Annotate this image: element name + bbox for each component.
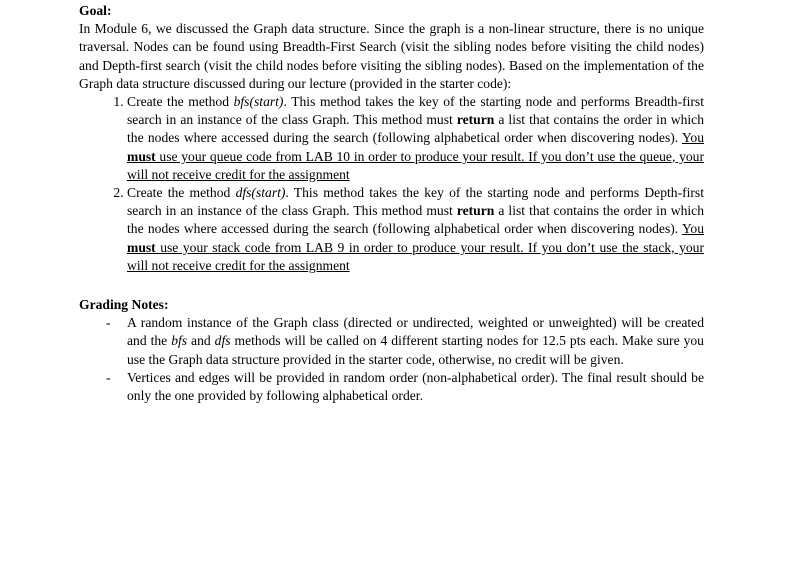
emphasis-must: must xyxy=(127,148,156,164)
note-text: A random instance of the Graph class (directed or undirected, weighted or unweighted) will be created and the xyxy=(127,315,704,349)
method-name: bfs(start) xyxy=(233,94,284,110)
requirement-text: use your stack code from LAB 9 in order to produce your result. If you don’t use the stack, your will not receive credit for the assignment xyxy=(127,239,704,273)
requirement-text: You xyxy=(681,221,704,237)
requirement-text: use your queue code from LAB 10 in order to produce your result. If you don’t use the queue, your will not receive credit for the assignment xyxy=(127,148,704,182)
task-text: Create the method xyxy=(127,94,234,110)
goal-heading: Goal: xyxy=(79,3,112,18)
task-text: a list that contains the order in which the nodes where accessed during the search (following alphabetical order when discovering nodes). xyxy=(127,112,704,146)
emphasis-return: return xyxy=(456,203,495,219)
task-text: Create the method xyxy=(127,185,236,201)
note-text: methods will be called on 4 different starting nodes for 12.5 pts each. Make sure you use the Graph data structure provided in the starter code, otherwise, no credit will be given. xyxy=(127,333,704,367)
grading-notes-list xyxy=(79,314,704,405)
method-name: bfs xyxy=(171,333,188,349)
grading-note-1 xyxy=(79,314,704,369)
task-item-bfs xyxy=(127,93,704,184)
requirement-text: You xyxy=(681,130,704,146)
goal-intro xyxy=(79,20,704,93)
grading-note-2 xyxy=(79,369,704,405)
task-list xyxy=(79,93,704,275)
task-item-dfs xyxy=(127,184,704,275)
dash-bullet: - xyxy=(106,315,111,331)
method-name: dfs(start) xyxy=(235,185,286,201)
section-gap xyxy=(79,275,704,296)
grading-heading: Grading Notes: xyxy=(79,297,169,313)
task-text: . This method takes the key of the starting node and performs Depth-first search in an instance of the class Graph. This method must xyxy=(127,185,704,219)
task-text: . This method takes the key of the starting node and performs Breadth-first search in an instance of the class Graph. This method must xyxy=(127,94,704,128)
emphasis-must: must xyxy=(127,239,156,255)
document-content xyxy=(79,2,704,405)
goal-intro-text: In Module 6, we discussed the Graph data structure. Since the graph is a non-linear structure, there is no unique traversal. Nodes can be found using Breadth-First Search (visit the sibling nodes before visiting the child nodes) and Depth-first search (visit the child nodes before visiting the sibling nodes). Based on the implementation of the Graph data structure discussed during our lecture (provided in the starter code): xyxy=(79,21,704,91)
emphasis-return: return xyxy=(456,112,495,128)
dash-bullet: - xyxy=(106,369,111,385)
task-text: a list that contains the order in which the nodes where accessed during the search (following alphabetical order when discovering nodes). xyxy=(127,203,704,237)
note-text: and xyxy=(187,333,215,349)
method-name: dfs xyxy=(214,333,231,349)
note-text: Vertices and edges will be provided in random order (non-alphabetical order). The final result should be only the one provided by following alphabetical order. xyxy=(127,369,704,404)
